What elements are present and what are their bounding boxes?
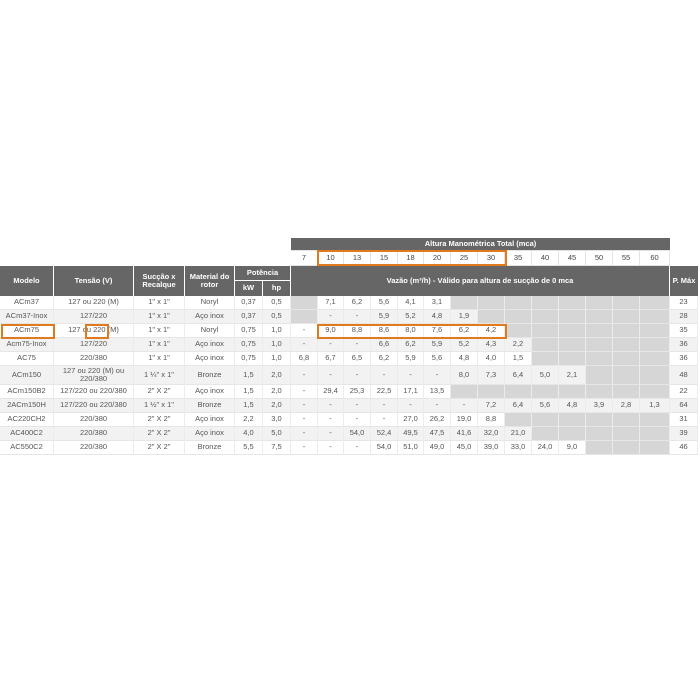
cell-modelo: ACm37-Inox [0, 310, 54, 324]
cell-material: Bronze [185, 441, 235, 455]
cell-vazao [613, 324, 640, 338]
cell-vazao [640, 296, 670, 310]
cell-vazao [559, 296, 586, 310]
cell-material: Aço inox [185, 413, 235, 427]
cell-vazao: - [371, 399, 398, 413]
cell-pmax: 31 [670, 413, 698, 427]
cell-vazao: 13,5 [424, 385, 451, 399]
cell-vazao [532, 338, 559, 352]
cell-kw: 1,5 [235, 399, 263, 413]
cell-kw: 0,37 [235, 296, 263, 310]
cell-vazao: 6,2 [371, 352, 398, 366]
cell-hp: 2,0 [263, 385, 291, 399]
cell-vazao: - [318, 310, 344, 324]
cell-vazao: - [291, 324, 318, 338]
cell-vazao: - [371, 366, 398, 385]
cell-vazao: 33,0 [505, 441, 532, 455]
cell-vazao [586, 413, 613, 427]
cell-material: Bronze [185, 399, 235, 413]
cell-vazao: - [291, 399, 318, 413]
altura-value: 13 [344, 250, 371, 266]
cell-tensao: 220/380 [54, 427, 134, 441]
cell-pmax: 28 [670, 310, 698, 324]
cell-vazao [478, 385, 505, 399]
cell-tensao: 220/380 [54, 413, 134, 427]
cell-vazao: 27,0 [398, 413, 424, 427]
cell-vazao [532, 352, 559, 366]
cell-succao: 1 ½" x 1" [134, 399, 185, 413]
cell-kw: 5,5 [235, 441, 263, 455]
cell-vazao: 6,6 [371, 338, 398, 352]
cell-vazao: 7,3 [478, 366, 505, 385]
cell-material: Aço inox [185, 385, 235, 399]
cell-material: Noryl [185, 324, 235, 338]
cell-vazao: 3,9 [586, 399, 613, 413]
altura-value: 30 [478, 250, 505, 266]
cell-material: Aço inox [185, 427, 235, 441]
altura-value: 7 [291, 250, 318, 266]
header-material: Material do rotor [185, 266, 235, 296]
cell-vazao: - [424, 399, 451, 413]
cell-vazao: 5,6 [424, 352, 451, 366]
cell-tensao: 220/380 [54, 352, 134, 366]
cell-vazao: 6,8 [291, 352, 318, 366]
cell-material: Aço inox [185, 310, 235, 324]
cell-vazao: - [318, 366, 344, 385]
cell-vazao: 6,4 [505, 399, 532, 413]
cell-vazao [586, 427, 613, 441]
cell-vazao: 8,6 [371, 324, 398, 338]
cell-vazao [586, 324, 613, 338]
cell-tensao: 127/220 [54, 310, 134, 324]
cell-vazao [505, 296, 532, 310]
cell-vazao: 5,6 [532, 399, 559, 413]
cell-vazao: - [398, 399, 424, 413]
cell-succao: 2" X 2" [134, 441, 185, 455]
cell-vazao: 2,8 [613, 399, 640, 413]
cell-vazao: 9,0 [559, 441, 586, 455]
cell-vazao [532, 296, 559, 310]
cell-vazao [640, 324, 670, 338]
cell-vazao: 22,5 [371, 385, 398, 399]
cell-pmax: 48 [670, 366, 698, 385]
cell-vazao: - [291, 385, 318, 399]
cell-vazao: 5,9 [424, 338, 451, 352]
cell-vazao [291, 310, 318, 324]
cell-vazao [559, 385, 586, 399]
altura-value: 40 [532, 250, 559, 266]
cell-vazao: 29,4 [318, 385, 344, 399]
cell-vazao: - [318, 399, 344, 413]
cell-vazao [640, 413, 670, 427]
cell-vazao: - [344, 441, 371, 455]
cell-kw: 0,75 [235, 324, 263, 338]
cell-vazao: - [318, 338, 344, 352]
cell-vazao: - [291, 366, 318, 385]
cell-vazao: 54,0 [371, 441, 398, 455]
altura-value: 10 [318, 250, 344, 266]
cell-vazao: 4,1 [398, 296, 424, 310]
cell-vazao: 8,0 [451, 366, 478, 385]
cell-vazao [478, 310, 505, 324]
cell-vazao: - [344, 413, 371, 427]
cell-succao: 1" x 1" [134, 296, 185, 310]
header-potencia: Potência [235, 266, 291, 281]
cell-vazao: - [371, 413, 398, 427]
altura-value: 45 [559, 250, 586, 266]
cell-vazao: - [398, 366, 424, 385]
cell-vazao: - [424, 366, 451, 385]
cell-vazao [613, 366, 640, 385]
cell-vazao [640, 338, 670, 352]
cell-vazao: 5,9 [398, 352, 424, 366]
cell-vazao: 5,6 [371, 296, 398, 310]
header-succao: Sucção x Recalque [134, 266, 185, 296]
cell-pmax: 22 [670, 385, 698, 399]
cell-vazao: 6,2 [451, 324, 478, 338]
cell-vazao [613, 310, 640, 324]
cell-vazao: 6,5 [344, 352, 371, 366]
cell-vazao: 1,5 [505, 352, 532, 366]
cell-vazao: 8,0 [398, 324, 424, 338]
cell-vazao: 4,8 [451, 352, 478, 366]
cell-vazao [613, 338, 640, 352]
cell-vazao: 47,5 [424, 427, 451, 441]
cell-vazao [505, 324, 532, 338]
cell-vazao [478, 296, 505, 310]
cell-tensao: 127 ou 220 (M) [54, 324, 134, 338]
altura-value: 18 [398, 250, 424, 266]
cell-vazao: - [344, 399, 371, 413]
cell-vazao: - [318, 441, 344, 455]
altura-value: 35 [505, 250, 532, 266]
cell-vazao [586, 310, 613, 324]
altura-value: 60 [640, 250, 670, 266]
altura-title: Altura Manométrica Total (mca) [291, 238, 670, 250]
cell-vazao [586, 352, 613, 366]
cell-vazao: 6,4 [505, 366, 532, 385]
cell-modelo: ACm150 [0, 366, 54, 385]
cell-vazao: 3,1 [424, 296, 451, 310]
cell-vazao [451, 296, 478, 310]
cell-vazao [640, 441, 670, 455]
cell-pmax: 36 [670, 338, 698, 352]
cell-pmax: 36 [670, 352, 698, 366]
header-vazao: Vazão (m³/h) - Válido para altura de sucção de 0 mca [291, 266, 670, 296]
cell-vazao [613, 427, 640, 441]
cell-vazao: - [318, 427, 344, 441]
cell-hp: 0,5 [263, 296, 291, 310]
cell-vazao [613, 352, 640, 366]
cell-kw: 2,2 [235, 413, 263, 427]
cell-succao: 1 ¼" x 1" [134, 366, 185, 385]
cell-modelo: 2ACm150H [0, 399, 54, 413]
cell-vazao [613, 441, 640, 455]
cell-vazao [559, 413, 586, 427]
cell-material: Aço inox [185, 352, 235, 366]
header-kw: kW [235, 281, 263, 296]
cell-vazao [586, 441, 613, 455]
cell-vazao: 32,0 [478, 427, 505, 441]
altura-value: 55 [613, 250, 640, 266]
cell-vazao [640, 385, 670, 399]
header-pmax: P. Máx [670, 266, 698, 296]
cell-modelo: AC220CH2 [0, 413, 54, 427]
cell-hp: 1,0 [263, 324, 291, 338]
cell-vazao: 4,8 [559, 399, 586, 413]
cell-vazao [532, 413, 559, 427]
cell-vazao [291, 296, 318, 310]
cell-vazao: 39,0 [478, 441, 505, 455]
cell-pmax: 64 [670, 399, 698, 413]
cell-vazao: 2,1 [559, 366, 586, 385]
cell-vazao: 8,8 [478, 413, 505, 427]
cell-modelo: ACm75 [0, 324, 54, 338]
cell-vazao [586, 296, 613, 310]
cell-vazao: 7,6 [424, 324, 451, 338]
cell-vazao: 5,0 [532, 366, 559, 385]
cell-vazao [640, 310, 670, 324]
cell-tensao: 127 ou 220 (M) ou 220/380 [54, 366, 134, 385]
cell-vazao: 6,7 [318, 352, 344, 366]
cell-hp: 3,0 [263, 413, 291, 427]
cell-vazao: 4,2 [478, 324, 505, 338]
cell-vazao: 4,3 [478, 338, 505, 352]
cell-hp: 2,0 [263, 399, 291, 413]
cell-vazao [613, 413, 640, 427]
cell-vazao: 52,4 [371, 427, 398, 441]
cell-vazao [586, 385, 613, 399]
header-modelo: Modelo [0, 266, 54, 296]
cell-material: Bronze [185, 366, 235, 385]
cell-kw: 1,5 [235, 385, 263, 399]
cell-vazao: 8,8 [344, 324, 371, 338]
cell-vazao: 4,8 [424, 310, 451, 324]
cell-kw: 0,75 [235, 338, 263, 352]
cell-succao: 1" x 1" [134, 338, 185, 352]
cell-pmax: 23 [670, 296, 698, 310]
cell-succao: 1" x 1" [134, 310, 185, 324]
cell-modelo: Acm75-Inox [0, 338, 54, 352]
cell-vazao [532, 385, 559, 399]
cell-vazao: 4,0 [478, 352, 505, 366]
cell-material: Aço inox [185, 338, 235, 352]
cell-vazao [532, 324, 559, 338]
cell-kw: 4,0 [235, 427, 263, 441]
cell-vazao [640, 352, 670, 366]
cell-vazao [532, 310, 559, 324]
cell-hp: 0,5 [263, 310, 291, 324]
cell-vazao: 51,0 [398, 441, 424, 455]
cell-vazao: 6,2 [344, 296, 371, 310]
cell-tensao: 127/220 [54, 338, 134, 352]
cell-vazao [640, 366, 670, 385]
cell-vazao: 7,2 [478, 399, 505, 413]
cell-vazao: 21,0 [505, 427, 532, 441]
cell-vazao [586, 338, 613, 352]
cell-hp: 7,5 [263, 441, 291, 455]
cell-modelo: AC400C2 [0, 427, 54, 441]
altura-value: 25 [451, 250, 478, 266]
cell-vazao [559, 338, 586, 352]
cell-vazao: 7,1 [318, 296, 344, 310]
cell-vazao [505, 385, 532, 399]
cell-pmax: 35 [670, 324, 698, 338]
cell-vazao [505, 310, 532, 324]
cell-kw: 0,37 [235, 310, 263, 324]
cell-hp: 1,0 [263, 338, 291, 352]
cell-vazao: - [291, 338, 318, 352]
cell-vazao: 1,3 [640, 399, 670, 413]
cell-vazao: - [291, 427, 318, 441]
altura-value: 20 [424, 250, 451, 266]
cell-kw: 0,75 [235, 352, 263, 366]
cell-vazao [532, 427, 559, 441]
cell-vazao [586, 366, 613, 385]
cell-vazao [505, 413, 532, 427]
cell-succao: 1" x 1" [134, 352, 185, 366]
cell-vazao [559, 324, 586, 338]
cell-material: Noryl [185, 296, 235, 310]
altura-value: 50 [586, 250, 613, 266]
cell-vazao: - [344, 338, 371, 352]
header-hp: hp [263, 281, 291, 296]
cell-vazao: 1,9 [451, 310, 478, 324]
cell-hp: 2,0 [263, 366, 291, 385]
cell-vazao: - [344, 310, 371, 324]
cell-vazao [559, 352, 586, 366]
cell-vazao: 49,0 [424, 441, 451, 455]
cell-vazao: - [291, 413, 318, 427]
cell-vazao: - [291, 441, 318, 455]
cell-pmax: 39 [670, 427, 698, 441]
cell-vazao: 5,9 [371, 310, 398, 324]
cell-vazao [451, 385, 478, 399]
cell-succao: 2" X 2" [134, 427, 185, 441]
cell-succao: 1" x 1" [134, 324, 185, 338]
cell-modelo: AC550C2 [0, 441, 54, 455]
cell-vazao: 45,0 [451, 441, 478, 455]
cell-hp: 1,0 [263, 352, 291, 366]
cell-vazao: 54,0 [344, 427, 371, 441]
cell-vazao: 25,3 [344, 385, 371, 399]
cell-tensao: 127/220 ou 220/380 [54, 399, 134, 413]
cell-vazao: - [451, 399, 478, 413]
cell-vazao [559, 310, 586, 324]
cell-pmax: 46 [670, 441, 698, 455]
cell-vazao: 2,2 [505, 338, 532, 352]
cell-vazao: 41,6 [451, 427, 478, 441]
cell-succao: 2" X 2" [134, 385, 185, 399]
cell-modelo: ACm37 [0, 296, 54, 310]
cell-succao: 2" X 2" [134, 413, 185, 427]
cell-modelo: AC75 [0, 352, 54, 366]
cell-vazao: 6,2 [398, 338, 424, 352]
cell-vazao: 24,0 [532, 441, 559, 455]
cell-vazao: 49,5 [398, 427, 424, 441]
cell-vazao: 5,2 [398, 310, 424, 324]
cell-vazao: 19,0 [451, 413, 478, 427]
cell-vazao: - [318, 413, 344, 427]
cell-vazao: 17,1 [398, 385, 424, 399]
cell-vazao: 5,2 [451, 338, 478, 352]
cell-vazao [613, 296, 640, 310]
cell-vazao [559, 427, 586, 441]
cell-kw: 1,5 [235, 366, 263, 385]
cell-vazao [613, 385, 640, 399]
cell-vazao [640, 427, 670, 441]
cell-vazao: 9,0 [318, 324, 344, 338]
cell-hp: 5,0 [263, 427, 291, 441]
cell-modelo: ACm150B2 [0, 385, 54, 399]
cell-tensao: 220/380 [54, 441, 134, 455]
altura-value: 15 [371, 250, 398, 266]
header-tensao: Tensão (V) [54, 266, 134, 296]
cell-tensao: 127 ou 220 (M) [54, 296, 134, 310]
cell-tensao: 127/220 ou 220/380 [54, 385, 134, 399]
cell-vazao: - [344, 366, 371, 385]
cell-vazao: 26,2 [424, 413, 451, 427]
